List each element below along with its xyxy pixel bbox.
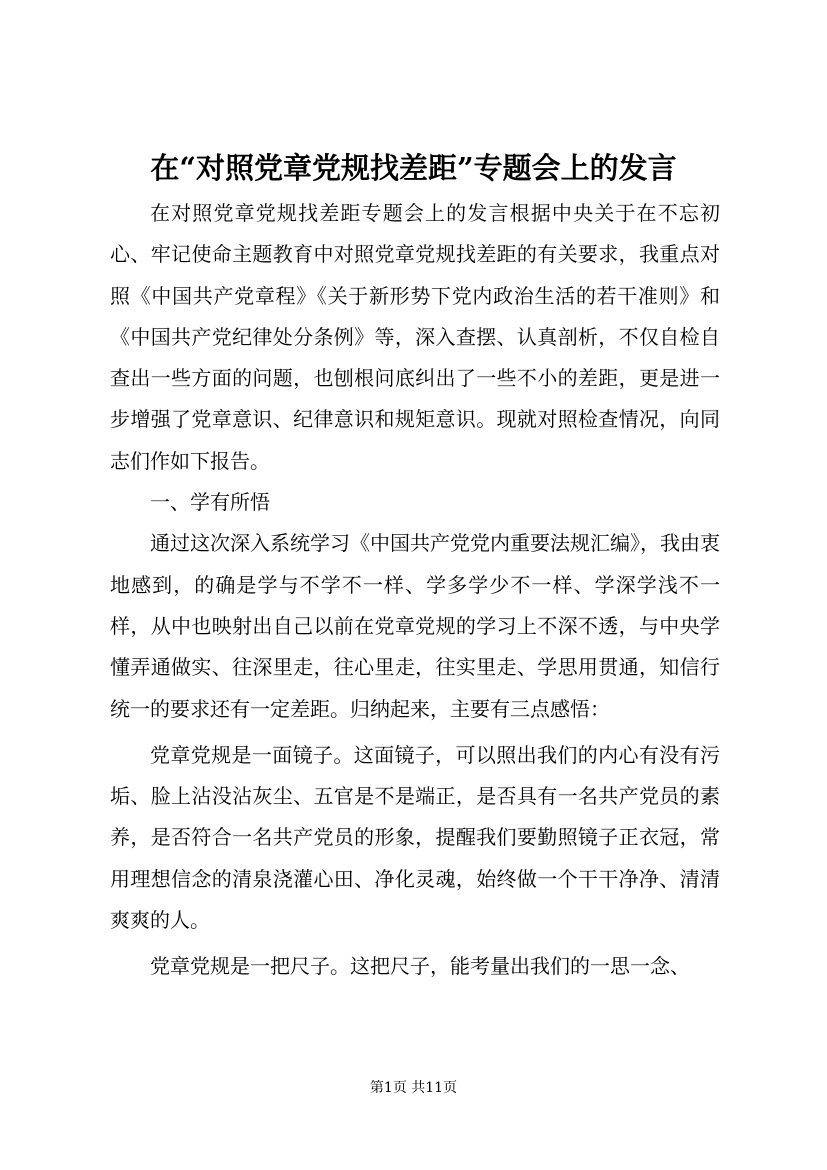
page-footer: 第1页 共11页: [369, 1080, 458, 1096]
paragraph-intro: 在对照党章党规找差距专题会上的发言根据中央关于在不忘初心、牢记使命主题教育中对照党章党规找差距的有关要求，我重点对照《中国共产党章程》《关于新形势下党内政治生活的若干准则》和《中国共产党纪律处分条例》等，深入查摆、认真剖析，不仅自检自查出一些方面的问题，也刨根问底纠出了一些不小的差距，更是进一步增强了党章意识、纪律意识和规矩意识。现就对照检查情况，向同志们作如下报告。: [110, 201, 720, 473]
paragraph-study: 通过这次深入系统学习《中国共产党党内重要法规汇编》，我由衷地感到，的确是学与不学不一样、学多学少不一样、学深学浅不一样，从中也映射出自己以前在党章党规的学习上不深不透，与中央学懂弄通做实、往深里走，往心里走，往实里走、学思用贯通，知信行统一的要求还有一定差距。归纳起来，主要有三点感悟：: [110, 531, 720, 721]
paragraph-mirror: 党章党规是一面镜子。这面镜子，可以照出我们的内心有没有污垢、脸上沾没沾灰尘、五官是不是端正，是否具有一名共产党员的素养，是否符合一名共产党员的形象，提醒我们要勤照镜子正衣冠，常用理想信念的清泉浇灌心田、净化灵魂，始终做一个干干净净、清清爽爽的人。: [110, 742, 720, 933]
section-heading: 一、学有所悟: [150, 490, 270, 515]
document-body: [110, 193, 720, 988]
paragraph-ruler: 党章党规是一把尺子。这把尺子，能考量出我们的一思一念、: [150, 954, 690, 979]
document-title: 在“对照党章党规找差距”专题会上的发言: [150, 151, 677, 185]
